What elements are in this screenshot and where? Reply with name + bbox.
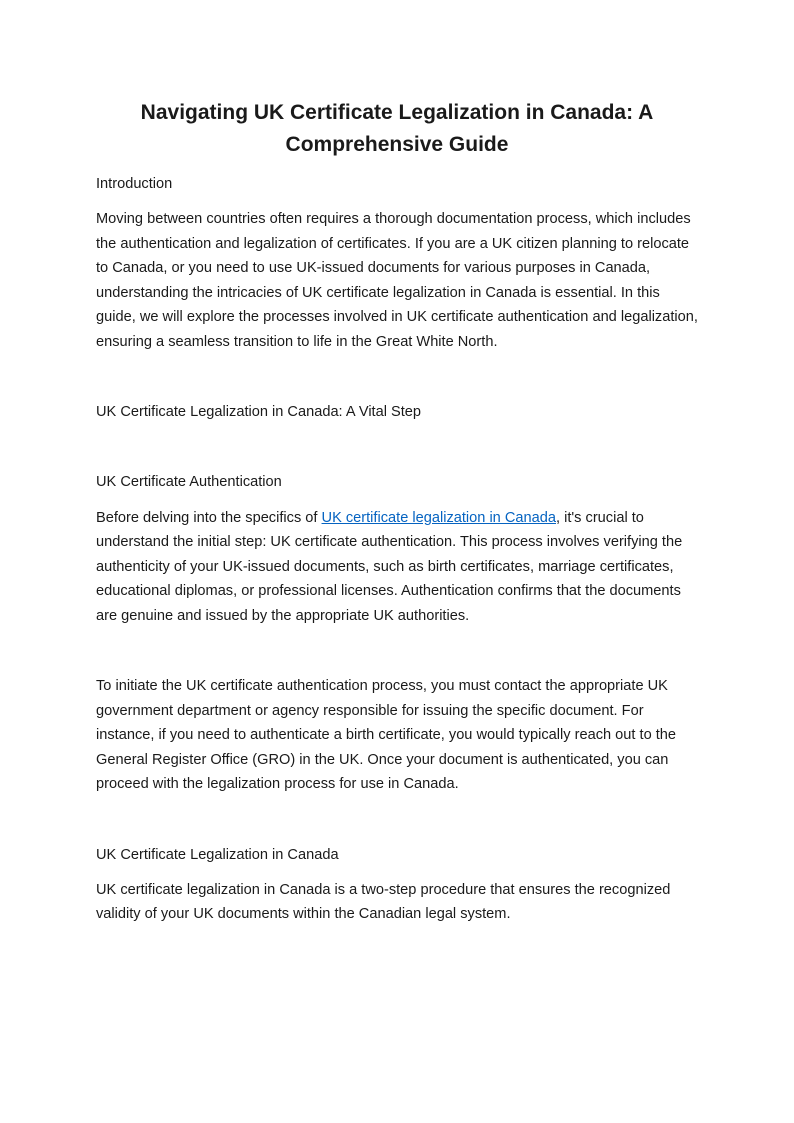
heading-authentication: UK Certificate Authentication	[96, 474, 282, 491]
blank-line	[96, 435, 698, 460]
heading-legalization: UK Certificate Legalization in Canada	[96, 846, 339, 863]
paragraph-initiate-process: To initiate the UK certificate authentication process, you must contact the appropriate UK government department or agency responsible for issuing the specific document. For instance, if you need to authenticate a birth certificate, you would typically reach out to the General Register Office (GRO) in the UK. Once your document is authenticated, you can proceed with the legalization process for use in Canada.	[96, 678, 677, 793]
document-title: Navigating UK Certificate Legalization in Canada: A Comprehensive Guide	[140, 101, 654, 156]
paragraph-authentication-pre-link-text: Before delving into the specifics of	[96, 509, 322, 526]
blank-line	[96, 639, 698, 664]
paragraph-two-step: UK certificate legalization in Canada is a two-step procedure that ensures the recognized validity of your UK documents within the Canadian legal system.	[96, 881, 671, 923]
heading-introduction: Introduction	[96, 176, 173, 192]
paragraph-authentication	[96, 506, 698, 629]
blank-line	[96, 365, 698, 390]
uk-certificate-legalization-link[interactable]: UK certificate legalization in Canada	[321, 509, 556, 526]
paragraph-authentication-post-link-text: , it's crucial to understand the initial step: UK certificate authentication. This process involves verifying the authenticity of your UK-issued documents, such as birth certificates, marriage certificates, educational diplomas, or professional licenses. Authentication confirms that the documents are genuine and issued by the appropriate UK authorities.	[96, 509, 683, 624]
blank-line	[96, 808, 698, 833]
paragraph-intro: Moving between countries often requires a thorough documentation process, which includes the authentication and legalization of certificates. If you are a UK citizen planning to relocate to Canada, or you need to use UK-issued documents for various purposes in Canada, understanding the intricacies of UK certificate legalization in Canada is essential. In this guide, we will explore the processes involved in UK certificate authentication and legalization, ensuring a seamless transition to life in the Great White North.	[96, 211, 698, 351]
heading-vital-step: UK Certificate Legalization in Canada: A Vital Step	[96, 404, 422, 421]
